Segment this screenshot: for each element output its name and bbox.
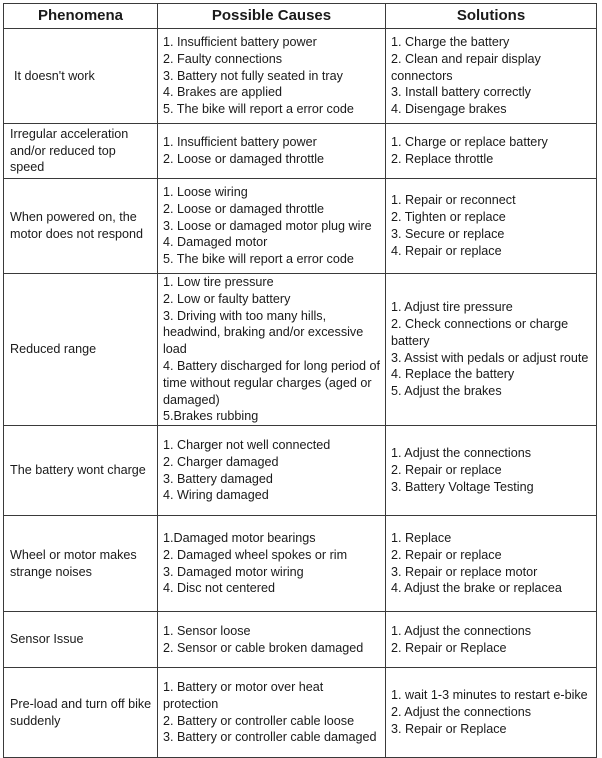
solution-item: 2. Repair or replace — [391, 463, 502, 478]
phenomenon-cell: It doesn't work — [4, 29, 158, 124]
header-phenomena: Phenomena — [4, 4, 158, 29]
table-row — [4, 668, 597, 758]
causes-cell — [158, 668, 386, 758]
cause-item: 5. The bike will report a error code — [163, 252, 354, 267]
causes-cell — [158, 274, 386, 426]
cause-item: 1. Loose wiring — [163, 185, 248, 199]
cause-item: 3. Driving with too many hills, headwind, braking and/or excessive load — [163, 308, 364, 357]
table-row — [4, 179, 597, 274]
cause-item: 1. Sensor loose — [163, 623, 251, 638]
cause-item: 5. The bike will report a error code — [163, 102, 354, 117]
solution-item: 3. Install battery correctly — [391, 85, 531, 100]
solutions-cell — [386, 29, 597, 124]
phenomenon-cell: Sensor Issue — [4, 612, 158, 668]
cause-item: 3. Loose or damaged motor plug wire — [163, 218, 372, 233]
cause-item: 1.Damaged motor bearings — [163, 531, 316, 546]
table-row — [4, 274, 597, 426]
cause-item: 1. Insufficient battery power — [163, 35, 317, 49]
cause-item: 3. Battery or controller cable damaged — [163, 730, 377, 745]
solution-item: 4. Repair or replace — [391, 243, 502, 258]
table-row — [4, 426, 597, 516]
cause-item: 3. Damaged motor wiring — [163, 564, 304, 579]
cause-item: 1. Low tire pressure — [163, 275, 274, 289]
causes-cell — [158, 612, 386, 668]
solutions-cell — [386, 668, 597, 758]
solution-item: 3. Assist with pedals or adjust route — [391, 350, 589, 365]
solution-item: 3. Battery Voltage Testing — [391, 480, 534, 495]
cause-item: 1. Battery or motor over heat protection — [163, 680, 324, 711]
solution-item: 1. wait 1-3 minutes to restart e-bike — [391, 688, 588, 703]
solutions-cell — [386, 516, 597, 612]
solution-item: 3. Secure or replace — [391, 227, 505, 241]
phenomenon-cell: Wheel or motor makes strange noises — [4, 516, 158, 612]
table-row — [4, 29, 597, 124]
solution-item: 2. Repair or replace — [391, 547, 502, 562]
cause-item: 3. Battery damaged — [163, 471, 273, 486]
solution-item: 1. Charge the battery — [391, 35, 510, 49]
causes-cell — [158, 29, 386, 124]
solution-item: 3. Repair or replace motor — [391, 564, 538, 579]
solution-item: 1. Charge or replace battery — [391, 135, 548, 150]
table-row — [4, 612, 597, 668]
solution-item: 1. Repair or reconnect — [391, 193, 516, 208]
cause-item: 2. Loose or damaged throttle — [163, 201, 325, 216]
causes-cell — [158, 516, 386, 612]
solution-item: 1. Adjust the connections — [391, 446, 532, 461]
cause-item: 4. Disc not centered — [163, 581, 276, 596]
solution-item: 2. Adjust the connections — [391, 705, 532, 720]
solution-item: 4. Adjust the brake or replacea — [391, 581, 562, 596]
header-solutions: Solutions — [386, 4, 597, 29]
cause-item: 4. Wiring damaged — [163, 488, 269, 503]
phenomenon-cell: Irregular acceleration and/or reduced top speed — [4, 124, 158, 179]
solution-item: 5. Adjust the brakes — [391, 384, 502, 399]
cause-item: 2. Damaged wheel spokes or rim — [163, 547, 348, 562]
cause-item: 2. Battery or controller cable loose — [163, 713, 355, 728]
phenomenon-cell: Pre-load and turn off bike suddenly — [4, 668, 158, 758]
solution-item: 4. Replace the battery — [391, 367, 515, 382]
causes-cell — [158, 179, 386, 274]
cause-item: 2. Low or faulty battery — [163, 291, 291, 306]
solutions-cell — [386, 274, 597, 426]
cause-item: 3. Battery not fully seated in tray — [163, 68, 343, 83]
phenomenon-cell: Reduced range — [4, 274, 158, 426]
phenomenon-cell: The battery wont charge — [4, 426, 158, 516]
causes-cell — [158, 124, 386, 179]
solutions-cell — [386, 179, 597, 274]
cause-item: 1. Charger not well connected — [163, 438, 331, 453]
solution-item: 1. Replace — [391, 531, 452, 546]
solution-item: 1. Adjust tire pressure — [391, 300, 513, 315]
causes-cell — [158, 426, 386, 516]
cause-item: 2. Charger damaged — [163, 454, 279, 469]
troubleshooting-table — [3, 3, 597, 758]
cause-item: 4. Brakes are applied — [163, 85, 283, 100]
cause-item: 2. Loose or damaged throttle — [163, 152, 325, 166]
phenomenon-cell: When powered on, the motor does not respond — [4, 179, 158, 274]
solution-item: 2. Tighten or replace — [391, 210, 506, 225]
solution-item: 4. Disengage brakes — [391, 102, 507, 117]
cause-item: 2. Sensor or cable broken damaged — [163, 640, 364, 655]
cause-item: 1. Insufficient battery power — [163, 135, 317, 150]
header-row — [4, 4, 597, 29]
table-row — [4, 124, 597, 179]
table-row — [4, 516, 597, 612]
cause-item: 4. Battery discharged for long period of time without regular charges (aged or damaged) — [163, 358, 381, 407]
solution-item: 2. Replace throttle — [391, 152, 494, 166]
cause-item: 5.Brakes rubbing — [163, 409, 259, 424]
solution-item: 2. Repair or Replace — [391, 640, 507, 655]
header-possible-causes: Possible Causes — [158, 4, 386, 29]
solution-item: 2. Clean and repair display connectors — [391, 51, 541, 83]
solution-item: 2. Check connections or charge battery — [391, 316, 569, 348]
solution-item: 3. Repair or Replace — [391, 722, 507, 737]
solutions-cell — [386, 612, 597, 668]
cause-item: 4. Damaged motor — [163, 235, 268, 250]
cause-item: 2. Faulty connections — [163, 51, 283, 66]
solutions-cell — [386, 124, 597, 179]
solutions-cell — [386, 426, 597, 516]
solution-item: 1. Adjust the connections — [391, 623, 532, 638]
